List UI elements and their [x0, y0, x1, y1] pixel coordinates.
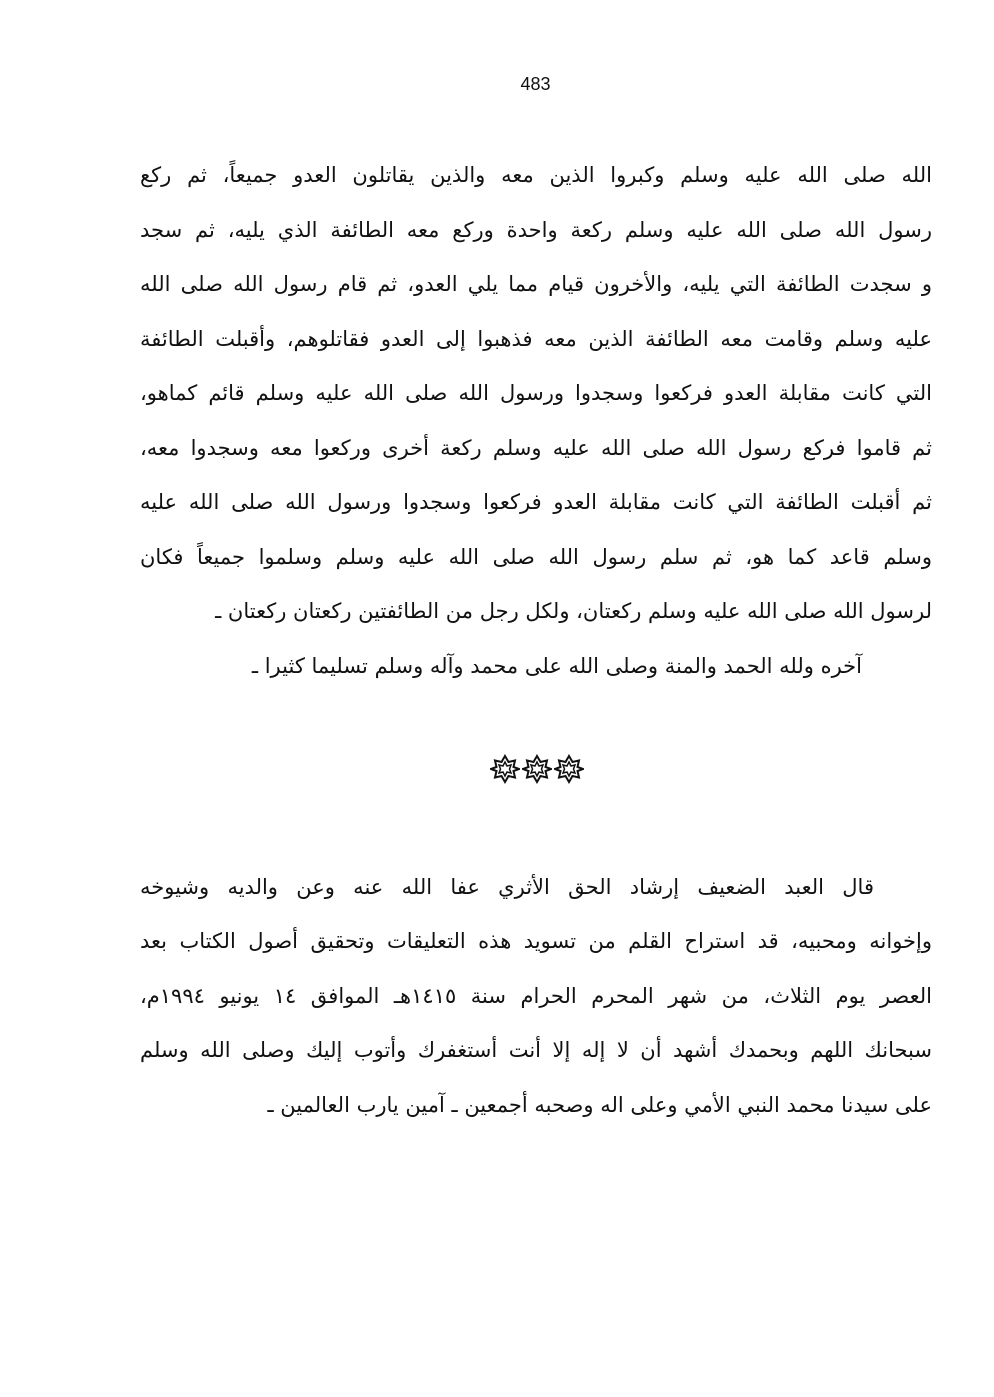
text-line: التي كانت مقابلة العدو فركعوا وسجدوا ورسول الله صلى الله عليه وسلم قائم كماهو، [140, 381, 932, 405]
text-line: قال العبد الضعيف إرشاد الحق الأثري عفا الله عنه وعن والديه وشيوخه [140, 875, 874, 899]
text-line: لرسول الله صلى الله عليه وسلم ركعتان، ولكل رجل من الطائفتين ركعتان ركعتان ـ [215, 599, 932, 623]
text-line: وسلم قاعد كما هو، ثم سلم رسول الله صلى الله عليه وسلم وسلموا جميعاً فكان [140, 544, 932, 569]
paragraph-colophon [140, 860, 932, 1132]
text-line: على سيدنا محمد النبي الأمي وعلى اله وصحبه أجمعين ـ آمين يارب العالمين ـ [267, 1092, 932, 1117]
text-line: عليه وسلم وقامت معه الطائفة الذين معه فذهبوا إلى العدو فقاتلوهم، وأقبلت الطائفة [140, 326, 932, 351]
star-ornament-icon [554, 754, 584, 784]
text-line: ثم قاموا فركع رسول الله صلى الله عليه وسلم ركعة أخرى وركعوا معه وسجدوا معه، [140, 435, 932, 460]
text-line: الله صلى الله عليه وسلم وكبروا الذين معه والذين يقاتلون العدو جميعاً، ثم ركع [140, 163, 932, 187]
paragraph-hadith [140, 148, 932, 693]
text-line: سبحانك اللهم وبحمدك أشهد أن لا إله إلا أنت أستغفرك وأتوب إليك وصلى الله وسلم [140, 1038, 932, 1063]
text-line: العصر يوم الثلاث، من شهر المحرم الحرام سنة ١٤١٥هـ الموافق ١٤ يونيو ١٩٩٤م، [140, 983, 932, 1008]
closing-line: آخره ولله الحمد والمنة وصلى الله على محمد وآله وسلم تسليما كثيرا ـ [251, 653, 862, 678]
text-line: وإخوانه ومحبيه، قد استراح القلم من تسويد هذه التعليقات وتحقيق أصول الكتاب بعد [140, 929, 932, 954]
section-divider [490, 753, 584, 785]
text-line: و سجدت الطائفة التي يليه، والأخرون قيام مما يلي العدو، ثم قام رسول الله صلى الله [140, 272, 932, 296]
page-number: 483 [520, 74, 551, 94]
star-ornament-icon [522, 754, 552, 784]
text-line: رسول الله صلى الله عليه وسلم ركعة واحدة وركع معه الطائفة الذي يليه، ثم سجد [140, 217, 932, 242]
star-ornament-icon [490, 754, 520, 784]
text-line: ثم أقبلت الطائفة التي كانت مقابلة العدو فركعوا وسجدوا ورسول الله صلى الله عليه [140, 490, 932, 514]
